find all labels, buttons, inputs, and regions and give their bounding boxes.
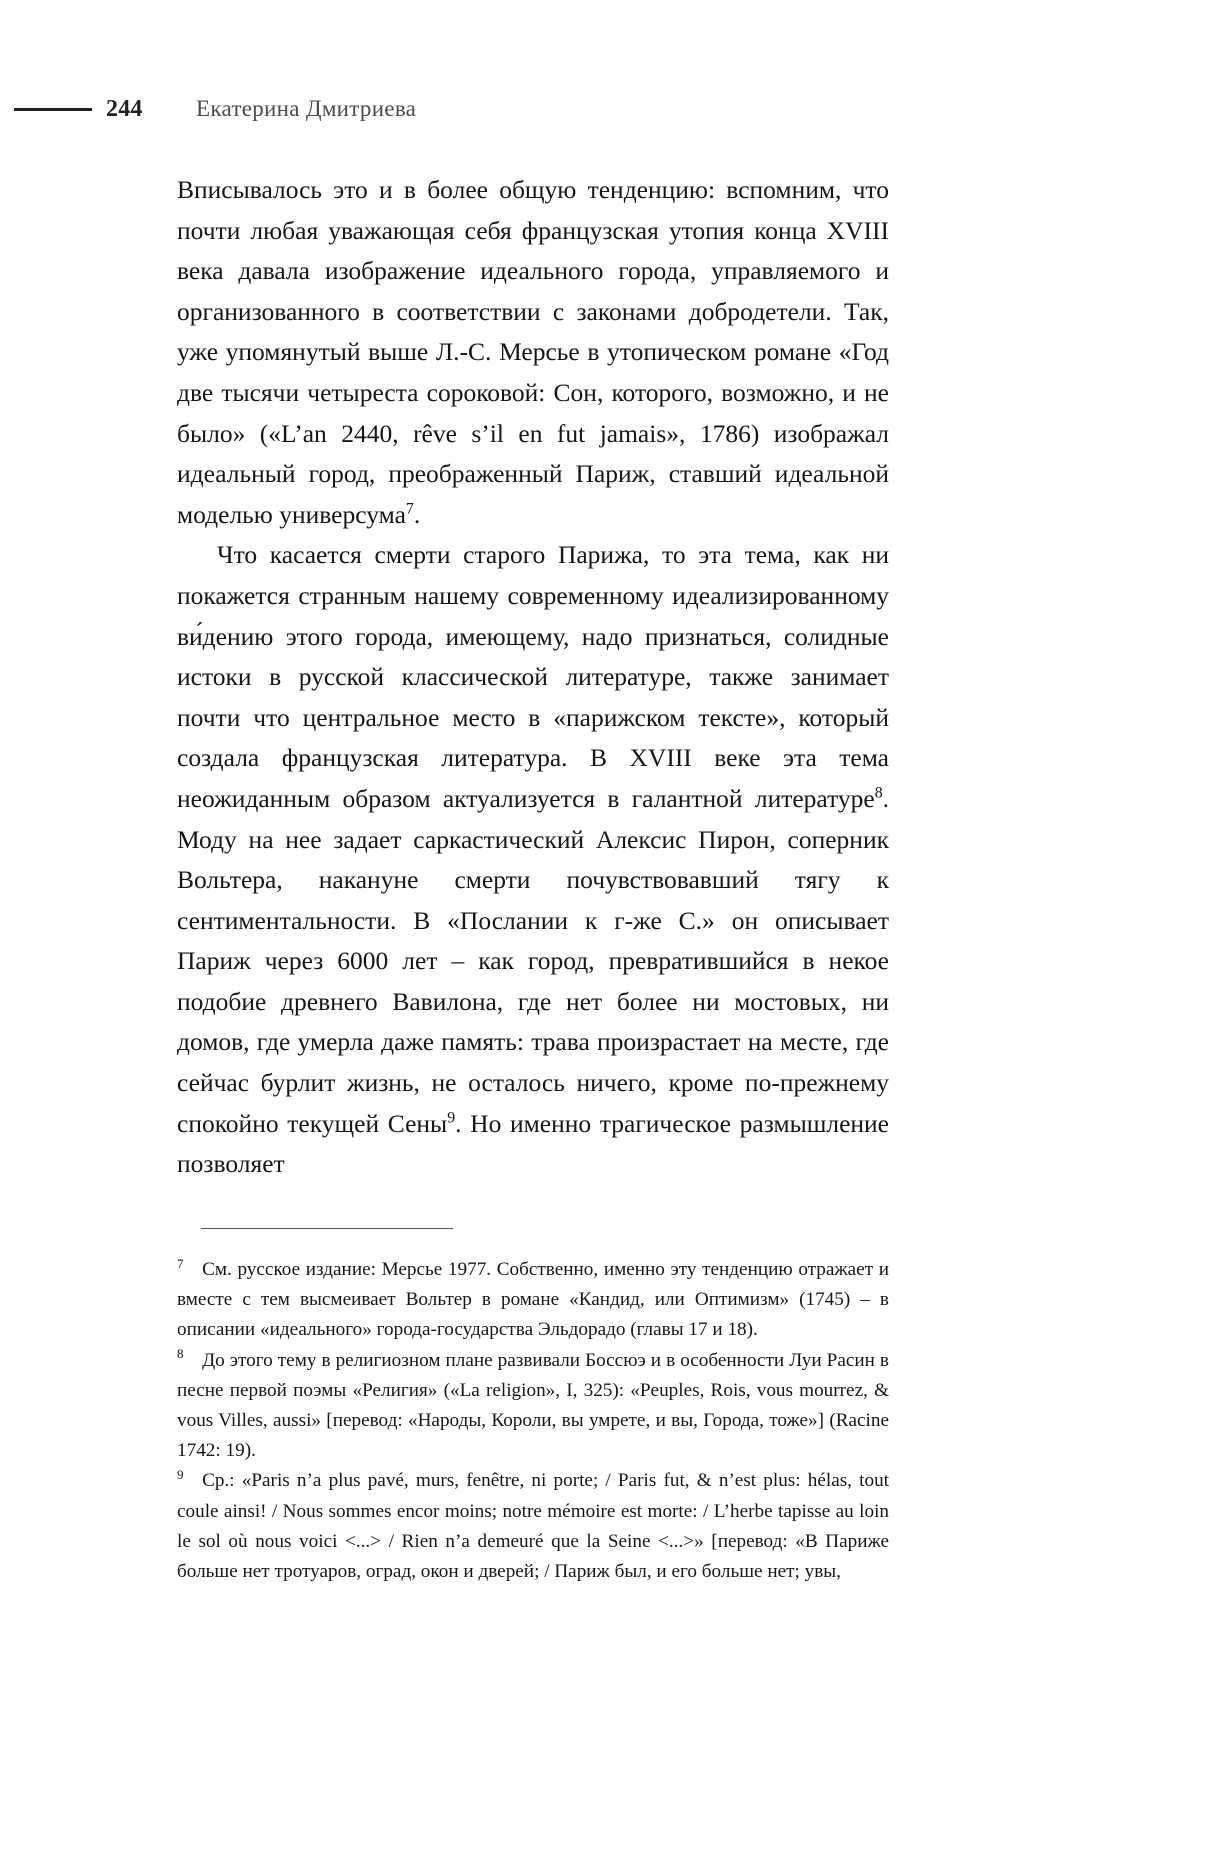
footnote-ref-8[interactable]: 8 [874, 784, 883, 802]
footnote-ref-7[interactable]: 7 [405, 500, 414, 518]
paragraph-1-tail: . [413, 499, 421, 529]
paragraph-2-tail: . Моду на нее задает саркастический Алексис Пирон, соперник Вольтера, накануне смерти почувствовавший тягу к сентиментальности. В «Послании к г-же С.» он описывает Париж через 6000 лет – как город, превратившийся в некое подобие древнего Вавилона, где нет более ни мостовых, ни домов, где умерла даже память: трава произрастает на месте, где сейчас бурлит жизнь, не осталось ничего, кроме по-прежнему спокойно текущей Сены [177, 783, 889, 1138]
footnote-area [177, 1228, 889, 1587]
footnote-8 [177, 1346, 889, 1467]
running-head [0, 92, 1228, 126]
footnote-9-text: Ср.: «Paris n’a plus pavé, murs, fenêtre, ni porte; / Paris fut, & n’est plus: hélas, tout coule ainsi! / Nous sommes encor moins; notre mémoire est morte: / L’herbe tapisse au loin le sol où nous voici <...> / Rien n’a demeuré que la Seine <...>» [перевод: «В Париже больше нет тротуаров, оград, окон и дверей; / Париж был, и его больше нет; увы, [177, 1470, 889, 1583]
footnote-8-marker: 8 [177, 1346, 184, 1362]
paragraph-2 [177, 535, 889, 1185]
paragraph-1 [177, 170, 889, 535]
running-title: Екатерина Дмитриева [196, 96, 417, 121]
footnote-7-text: См. русское издание: Мерсье 1977. Собственно, именно эту тенденцию отражает и вместе с тем высмеивает Вольтер в романе «Кандид, или Оптимизм» (1745) – в описании «идеального» города-государства Эльдорадо (главы 17 и 18). [177, 1259, 889, 1341]
body-text-block [177, 170, 889, 1185]
page-number: 244 [106, 95, 143, 122]
footnote-9-marker: 9 [177, 1467, 184, 1483]
paragraph-2-text: Что касается смерти старого Парижа, то эта тема, как ни покажется странным нашему современному идеализированному ви́дению этого города, имеющему, надо признаться, солидные истоки в русской классической литературе, также занимает почти что центральное место в «парижском тексте», который создала французская литература. В XVIII веке эта тема неожиданным образом актуализуется в галантной литературе [177, 540, 889, 813]
paragraph-2-tail-2: . Но именно трагическое размышление позволяет [177, 1108, 889, 1179]
footnote-7 [177, 1255, 889, 1346]
footnote-8-text: До этого тему в религиозном плане развивали Боссюэ и в особенности Луи Расин в песне первой поэмы «Религия» («La religion», I, 325): «Peuples, Rois, vous mourrez, & vous Villes, aussi» [перевод: «Народы, Короли, вы умрете, и вы, Города, тоже»] (Racine 1742: 19). [177, 1349, 889, 1462]
footnote-9 [177, 1466, 889, 1587]
header-rule [14, 108, 92, 111]
footnote-ref-9[interactable]: 9 [447, 1109, 456, 1127]
footnote-separator-rule [201, 1228, 453, 1229]
footnote-7-marker: 7 [177, 1255, 184, 1271]
paragraph-1-text: Вписывалось это и в более общую тенденцию: вспомним, что почти любая уважающая себя французская утопия конца XVIII века давала изображение идеального города, управляемого и организованного в соответствии с законами добродетели. Так, уже упомянутый выше Л.-С. Мерсье в утопическом романе «Год две тысячи четыреста сороковой: Сон, которого, возможно, и не было» («L’an 2440, rêve s’il en fut jamais», 1786) изображал идеальный город, преображенный Париж, ставший идеальной моделью универсума [177, 175, 889, 529]
